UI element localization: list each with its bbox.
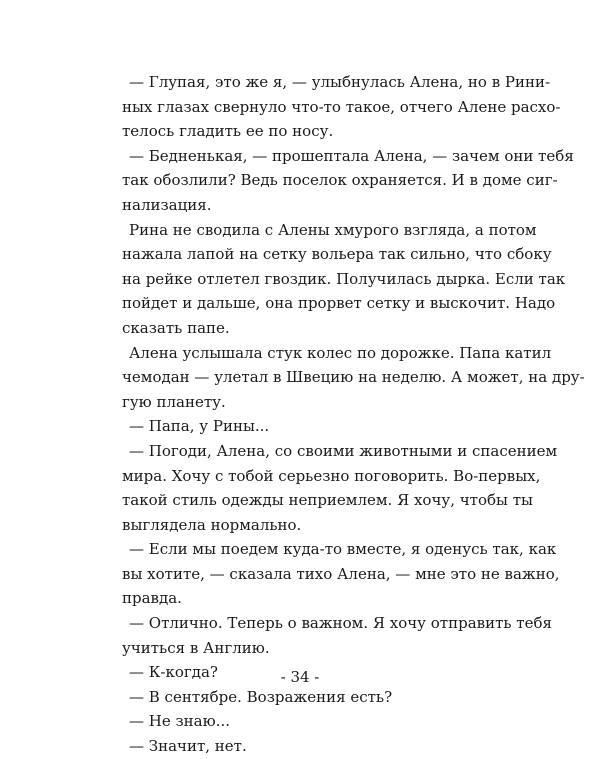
text-line: — Не знаю...	[129, 712, 230, 731]
text-line: вы хотите, — сказала тихо Алена, — мне это не важно,	[122, 564, 560, 583]
text-line: гую планету.	[122, 392, 226, 411]
body-text	[122, 70, 585, 759]
text-line: — Папа, у Рины...	[129, 417, 270, 436]
text-line: нализация.	[122, 195, 212, 214]
text-line: учиться в Англию.	[122, 638, 270, 657]
text-line: такой стиль одежды неприемлем. Я хочу, чтобы ты	[122, 491, 533, 510]
text-line: нажала лапой на сетку вольера так сильно, что сбоку	[122, 245, 552, 264]
text-line: телось гладить ее по носу.	[122, 122, 334, 141]
text-line: на рейке отлетел гвоздик. Получилась дырка. Если так	[122, 269, 566, 288]
text-line: — Если мы поедем куда-то вместе, я оденусь так, как	[129, 540, 557, 559]
text-line: — Отлично. Теперь о важном. Я хочу отправить тебя	[129, 614, 552, 633]
text-line: пойдет и дальше, она прорвет сетку и выскочит. Надо	[122, 294, 556, 313]
text-line: Рина не сводила с Алены хмурого взгляда, а потом	[129, 220, 537, 239]
text-line: выглядела нормально.	[122, 515, 302, 534]
page-number: - 34 -	[280, 668, 320, 686]
text-line: Алена услышала стук колес по дорожке. Папа катил	[129, 343, 552, 362]
text-line: — К-когда?	[129, 663, 218, 682]
text-line: — Бедненькая, — прошептала Алена, — зачем они тебя	[129, 146, 574, 165]
text-line: — В сентябре. Возражения есть?	[129, 687, 393, 706]
text-line: — Значит, нет.	[129, 737, 247, 756]
text-line: ных глазах свернуло что-то такое, отчего Алене расхо-	[122, 97, 561, 116]
text-line: мира. Хочу с тобой серьезно поговорить. Во-первых,	[122, 466, 541, 485]
text-line: чемодан — улетал в Швецию на неделю. А может, на дру-	[122, 368, 585, 387]
text-line: так обозлили? Ведь поселок охраняется. И в доме сиг-	[122, 171, 558, 190]
text-line: — Глупая, это же я, — улыбнулась Алена, но в Рини-	[129, 73, 551, 91]
text-line: правда.	[122, 589, 182, 608]
text-line: сказать папе.	[122, 318, 230, 337]
text-line: — Погоди, Алена, со своими животными и спасением	[129, 441, 558, 460]
